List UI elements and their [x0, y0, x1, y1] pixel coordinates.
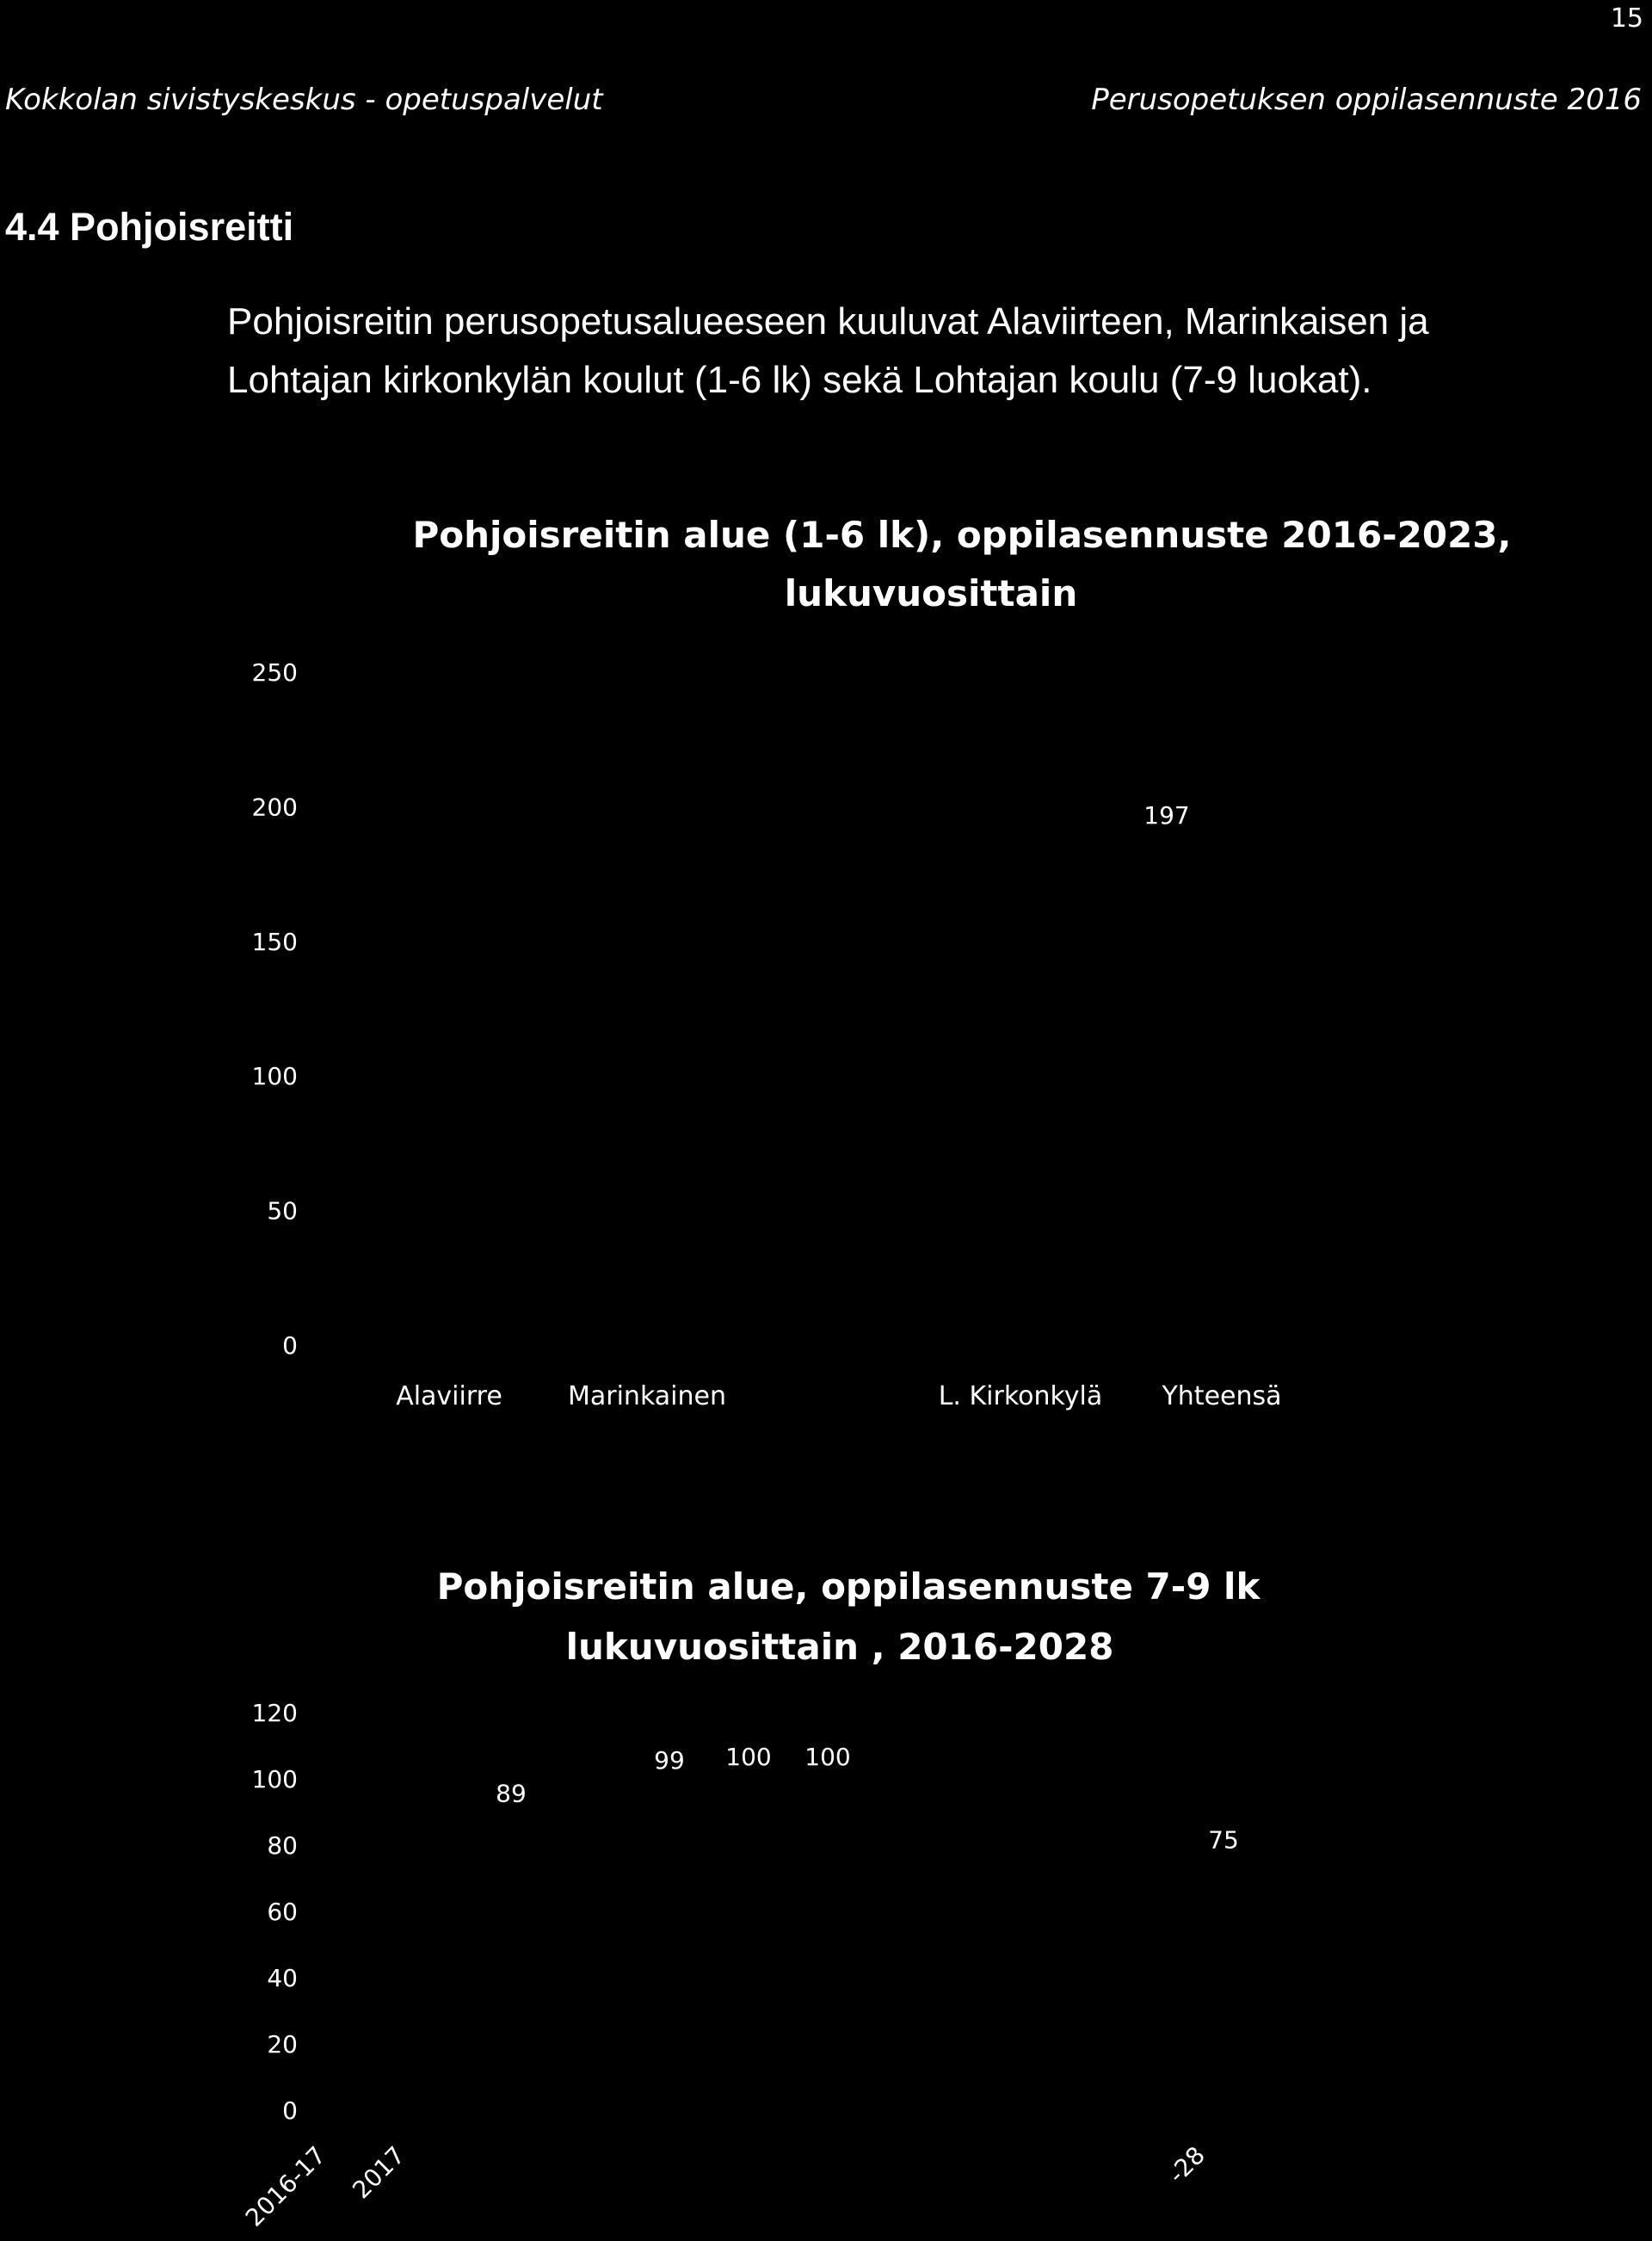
chart1-data-label: 197 [1143, 800, 1190, 830]
chart-grades-1-6 [0, 499, 1652, 1437]
chart2-data-label: 100 [725, 1743, 772, 1771]
chart2-y-tick: 100 [251, 1765, 298, 1793]
chart2-y-tick: 80 [267, 1831, 298, 1860]
chart1-y-tick: 0 [282, 1331, 298, 1360]
chart1-y-tick: 50 [267, 1196, 298, 1225]
header-left: Kokkolan sivistyskeskus - opetuspalvelut [5, 83, 603, 117]
section-title: 4.4 Pohjoisreitti [5, 205, 294, 249]
chart2-x-label: 2017 [347, 2140, 410, 2205]
chart1-y-tick: 150 [251, 927, 298, 956]
chart2-x-axis [240, 2141, 1211, 2232]
chart1-y-axis [252, 658, 298, 1360]
chart2-data-label: 75 [1208, 1825, 1239, 1855]
chart2-title: Pohjoisreitin alue, oppilasennuste 7-9 lk [436, 1565, 1261, 1608]
chart1-category-label: Alaviirre [396, 1381, 502, 1411]
chart2-y-axis [252, 1699, 298, 2125]
chart2-subtitle: lukuvuosittain , 2016-2028 [565, 1626, 1114, 1668]
chart1-category-label: Yhteensä [1162, 1381, 1282, 1411]
chart2-y-tick: 40 [267, 1964, 298, 1992]
intro-line-2: Lohtajan kirkonkylän koulut (1-6 lk) sekä Lohtajan koulu (7-9 luokat). [227, 359, 1372, 401]
chart1-y-tick: 100 [251, 1062, 298, 1091]
chart1-data-labels [1143, 801, 1189, 830]
chart2-data-label: 89 [496, 1779, 527, 1808]
chart1-x-axis [396, 1381, 1281, 1411]
intro-line-1: Pohjoisreitin perusopetusalueeseen kuuluvat Alaviirteen, Marinkaisen ja [227, 300, 1429, 343]
chart1-category-label: L. Kirkonkylä [938, 1381, 1103, 1411]
header-right: Perusopetuksen oppilasennuste 2016 [1091, 83, 1642, 117]
chart2-y-tick: 120 [251, 1699, 298, 1727]
chart2-y-tick: 20 [267, 2030, 298, 2059]
intro-paragraph [227, 293, 1587, 410]
chart-grades-7-9 [0, 1549, 1652, 2241]
chart1-category-label: Marinkainen [568, 1381, 726, 1411]
chart2-data-label: 100 [804, 1743, 851, 1771]
chart1-y-tick: 200 [251, 793, 298, 822]
page-number: 15 [1610, 3, 1643, 34]
chart1-y-tick: 250 [251, 658, 298, 687]
chart2-x-label: 2016-17 [239, 2140, 331, 2232]
chart2-data-labels [496, 1743, 1239, 1854]
chart2-y-tick: 0 [282, 2096, 298, 2125]
chart1-title: Pohjoisreitin alue (1-6 lk), oppilasennuste 2016-2023, [412, 514, 1512, 556]
chart2-x-label: -28 [1162, 2140, 1211, 2189]
chart2-y-tick: 60 [267, 1898, 298, 1926]
chart2-data-label: 99 [654, 1745, 685, 1775]
chart1-subtitle: lukuvuosittain [784, 572, 1078, 614]
